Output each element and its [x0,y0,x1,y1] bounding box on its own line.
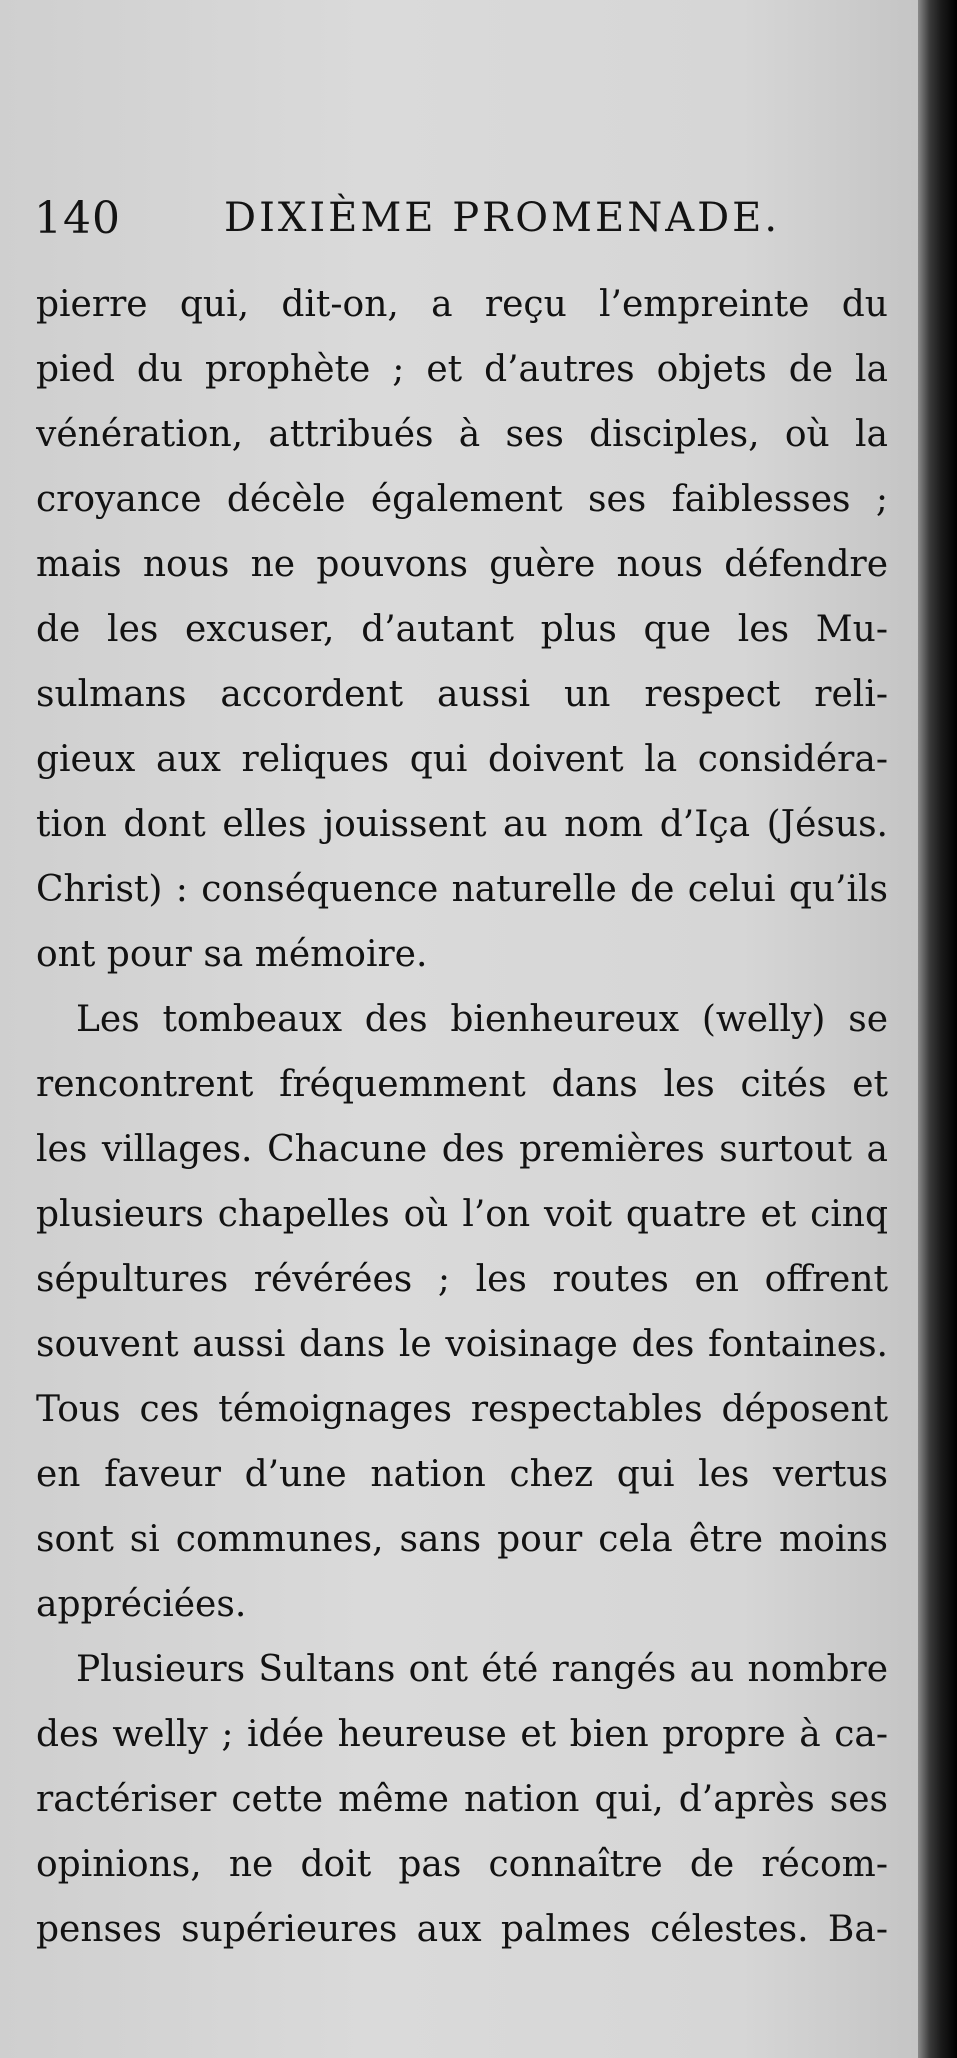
text-line: croyance décèle également ses faiblesses ; [36,479,888,520]
text-line: Christ) : conséquence naturelle de celui qu’ils [36,869,888,910]
text-line: sont si communes, sans pour cela être moins [36,1519,888,1560]
text-line: pied du prophète ; et d’autres objets de la [36,349,888,390]
book-page-edge [918,0,957,2058]
running-head: DIXIÈME PROMENADE. [224,195,781,241]
text-line: rencontrent fréquemment dans les cités et [36,1064,888,1105]
paragraph-start-line: Plusieurs Sultans ont été rangés au nombre [76,1649,888,1690]
text-line: pierre qui, dit-on, a reçu l’empreinte du [36,284,888,325]
text-line: Tous ces témoignages respectables déposent [36,1389,888,1430]
text-line: vénération, attribués à ses disciples, où la [36,414,888,455]
text-line: ractériser cette même nation qui, d’après ses [36,1779,888,1820]
text-line: gieux aux reliques qui doivent la considéra- [36,739,888,780]
paragraph-end-line: ont pour sa mémoire. [36,934,428,975]
page-number: 140 [34,193,121,244]
text-line: sépultures révérées ; les routes en offrent [36,1259,888,1300]
text-line: des welly ; idée heureuse et bien propre à ca- [36,1714,888,1755]
text-line: les villages. Chacune des premières surtout a [36,1129,888,1170]
text-line: plusieurs chapelles où l’on voit quatre et cinq [36,1194,888,1235]
text-line: opinions, ne doit pas connaître de récom- [36,1844,888,1885]
page-header [34,185,794,255]
body-text [36,272,888,1962]
text-line: en faveur d’une nation chez qui les vertus [36,1454,888,1495]
text-line: penses supérieures aux palmes célestes. Ba- [36,1909,888,1950]
paragraph-end-line: appréciées. [36,1584,247,1625]
text-line: tion dont elles jouissent au nom d’Iça (Jésus. [36,804,888,845]
text-line: sulmans accordent aussi un respect reli- [36,674,888,715]
text-line: mais nous ne pouvons guère nous défendre [36,544,888,585]
paragraph-start-line: Les tombeaux des bienheureux (welly) se [76,999,888,1040]
text-line: souvent aussi dans le voisinage des fontaines. [36,1324,888,1365]
text-line: de les excuser, d’autant plus que les Mu- [36,609,888,650]
